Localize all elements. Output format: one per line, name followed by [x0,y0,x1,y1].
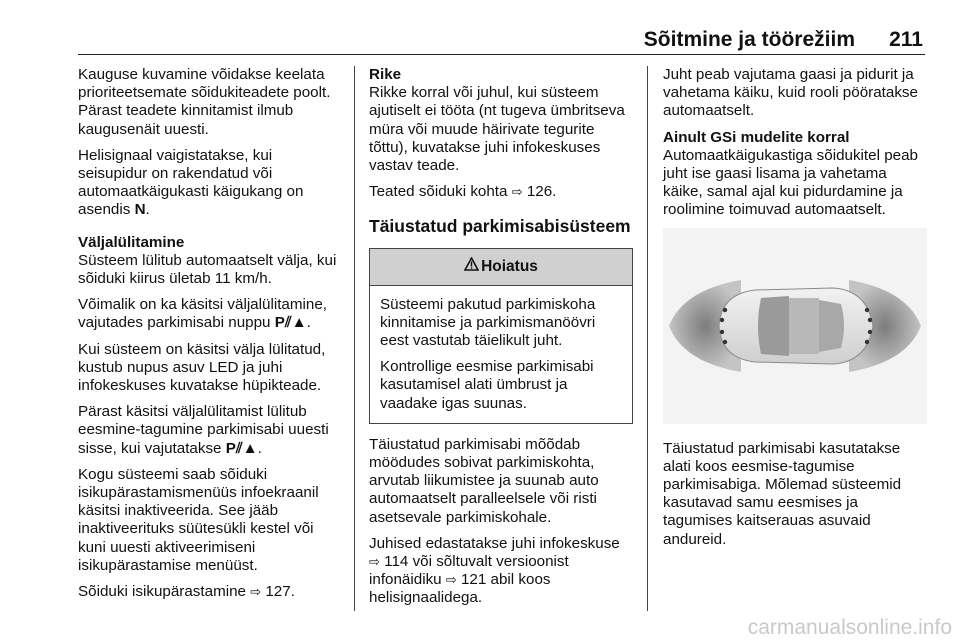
parking-sensor-illustration [663,228,927,424]
paragraph: Süsteemi pakutud parkimiskoha kinnitamise ja parkimismanöövri eest vastutab täielikult juht. [380,295,596,350]
warning-triangle-icon [464,257,479,276]
paragraph: Täiustatud parkimisabi kasutatakse alati koos eesmise-tagumise parkimisabiga. Mõlemad süsteemid kasutavad samu eesmises ja tagumises kaitserauas asuvaid andureid. [663,439,902,548]
column-3 [663,66,929,557]
paragraph: Ainult GSi mudelite korral Automaatkäigukastiga sõidukitel peab juht ise gaasi lisama ja vahetama käike, samal ajal kui pidurdamine ja roolimine toimuvad automaatselt. [663,129,929,220]
subheading-gsi: Ainult GSi mudelite korral [663,128,850,146]
paragraph: Pärast käsitsi väljalülitamist lülitub eesmine-tagumine parkimisabi uuesti sisse, kui vajutatakse P⫽▲. [78,403,329,457]
gear-n-label: N [134,201,146,219]
car-sensor-diagram [663,228,927,424]
column-1 [78,66,340,609]
warning-box [369,248,633,424]
paragraph: Kontrollige eesmise parkimisabi kasutamisel alati ümbrust ja vaadake igas suunas. [380,358,594,412]
paragraph: Võimalik on ka käsitsi väljalülitamine, vajutades parkimisabi nuppu P⫽▲. [78,296,328,332]
paragraph: Juht peab vajutama gaasi ja pidurit ja vahetama käiku, kuid rooli pööratakse automaatselt. [663,66,918,120]
paragraph: Kauguse kuvamine võidakse keelata prioriteetsemate sõidukiteadete poolt. Pärast teadete kinnitamist ilmub kaugusenäit uuesti. [78,66,331,138]
car-windshield [758,296,789,356]
reference-arrow-icon: ⇨ [445,572,457,588]
subheading-disable: Väljalülitamine [78,233,185,251]
reference-arrow-icon: ⇨ [511,184,523,200]
page-header [78,24,925,55]
paragraph: Kui süsteem on käsitsi välja lülitatud, kustub nupus asuv LED ja juhi infokeskuses kuvatakse hüpikteade. [78,340,326,395]
warning-header [370,249,632,286]
paragraph: Kogu süsteemi saab sõiduki isikupärastamismenüüs infoekraanil käsitsi inaktiveerida. See jääb inaktiveerituks süütesükli kestel või kuni uuesti aktiveerimiseni isikupärastamise menüüst. [78,465,319,574]
page-number: 211 [889,28,923,51]
page-title: Sõitmine ja töörežiim [643,28,855,51]
car-rear-window [819,300,844,352]
paragraph: Teated sõiduki kohta ⇨ 126. [369,183,557,201]
page-reference-link[interactable]: 126. [526,183,557,201]
paragraph: Juhised edastatakse juhi infokeskuse ⇨ 114 või sõltuvalt versioonist infonäidiku ⇨ 121 abil koos helisignaalidega. [369,534,620,607]
paragraph: Sõiduki isikupärastamine ⇨ 127. [78,583,295,601]
page-reference-link[interactable]: 114 või sõltuvalt versioonist infonäidiku [369,553,569,589]
paragraph: Täiustatud parkimisabi mõõdab möödudes sobivat parkimiskohta, arvutab liikumistee ja suunab auto automaatselt paralleelsele või risti asetsevale parkimiskohale. [369,435,599,526]
park-assist-button-icon: P⫽▲ [225,439,258,457]
warning-title: Hoiatus [481,257,538,275]
park-assist-button-icon: P⫽▲ [274,314,307,332]
page-reference-link[interactable]: 121 abil koos helisignaalidega. [369,571,551,607]
paragraph: Rike Rikke korral või juhul, kui süsteem ajutiselt ei tööta (nt tugeva ümbritseva müra või muude häirivate tegurite tõttu), kuvatakse juhi infokeskuses vastav teade. [369,66,633,175]
watermark: carmanualsonline.info [747,616,952,639]
column-2 [369,66,633,616]
paragraph: Helisignaal vaigistatakse, kui seisupidur on rakendatud või automaatkäigukasti käigukang on asendis N. [78,146,304,219]
subheading-fault: Rike [369,66,402,83]
car-roof [789,298,819,354]
warning-body [370,286,632,423]
reference-arrow-icon: ⇨ [369,554,380,570]
section-heading: Täiustatud parkimisabisüsteem [369,216,631,237]
column-divider [647,66,648,611]
reference-arrow-icon: ⇨ [250,584,262,600]
paragraph: Väljalülitamine Süsteem lülitub automaatselt välja, kui sõiduki kiirus ületab 11 km/h. [78,234,340,289]
column-divider [354,66,355,611]
page-reference-link[interactable]: 127. [265,583,295,601]
